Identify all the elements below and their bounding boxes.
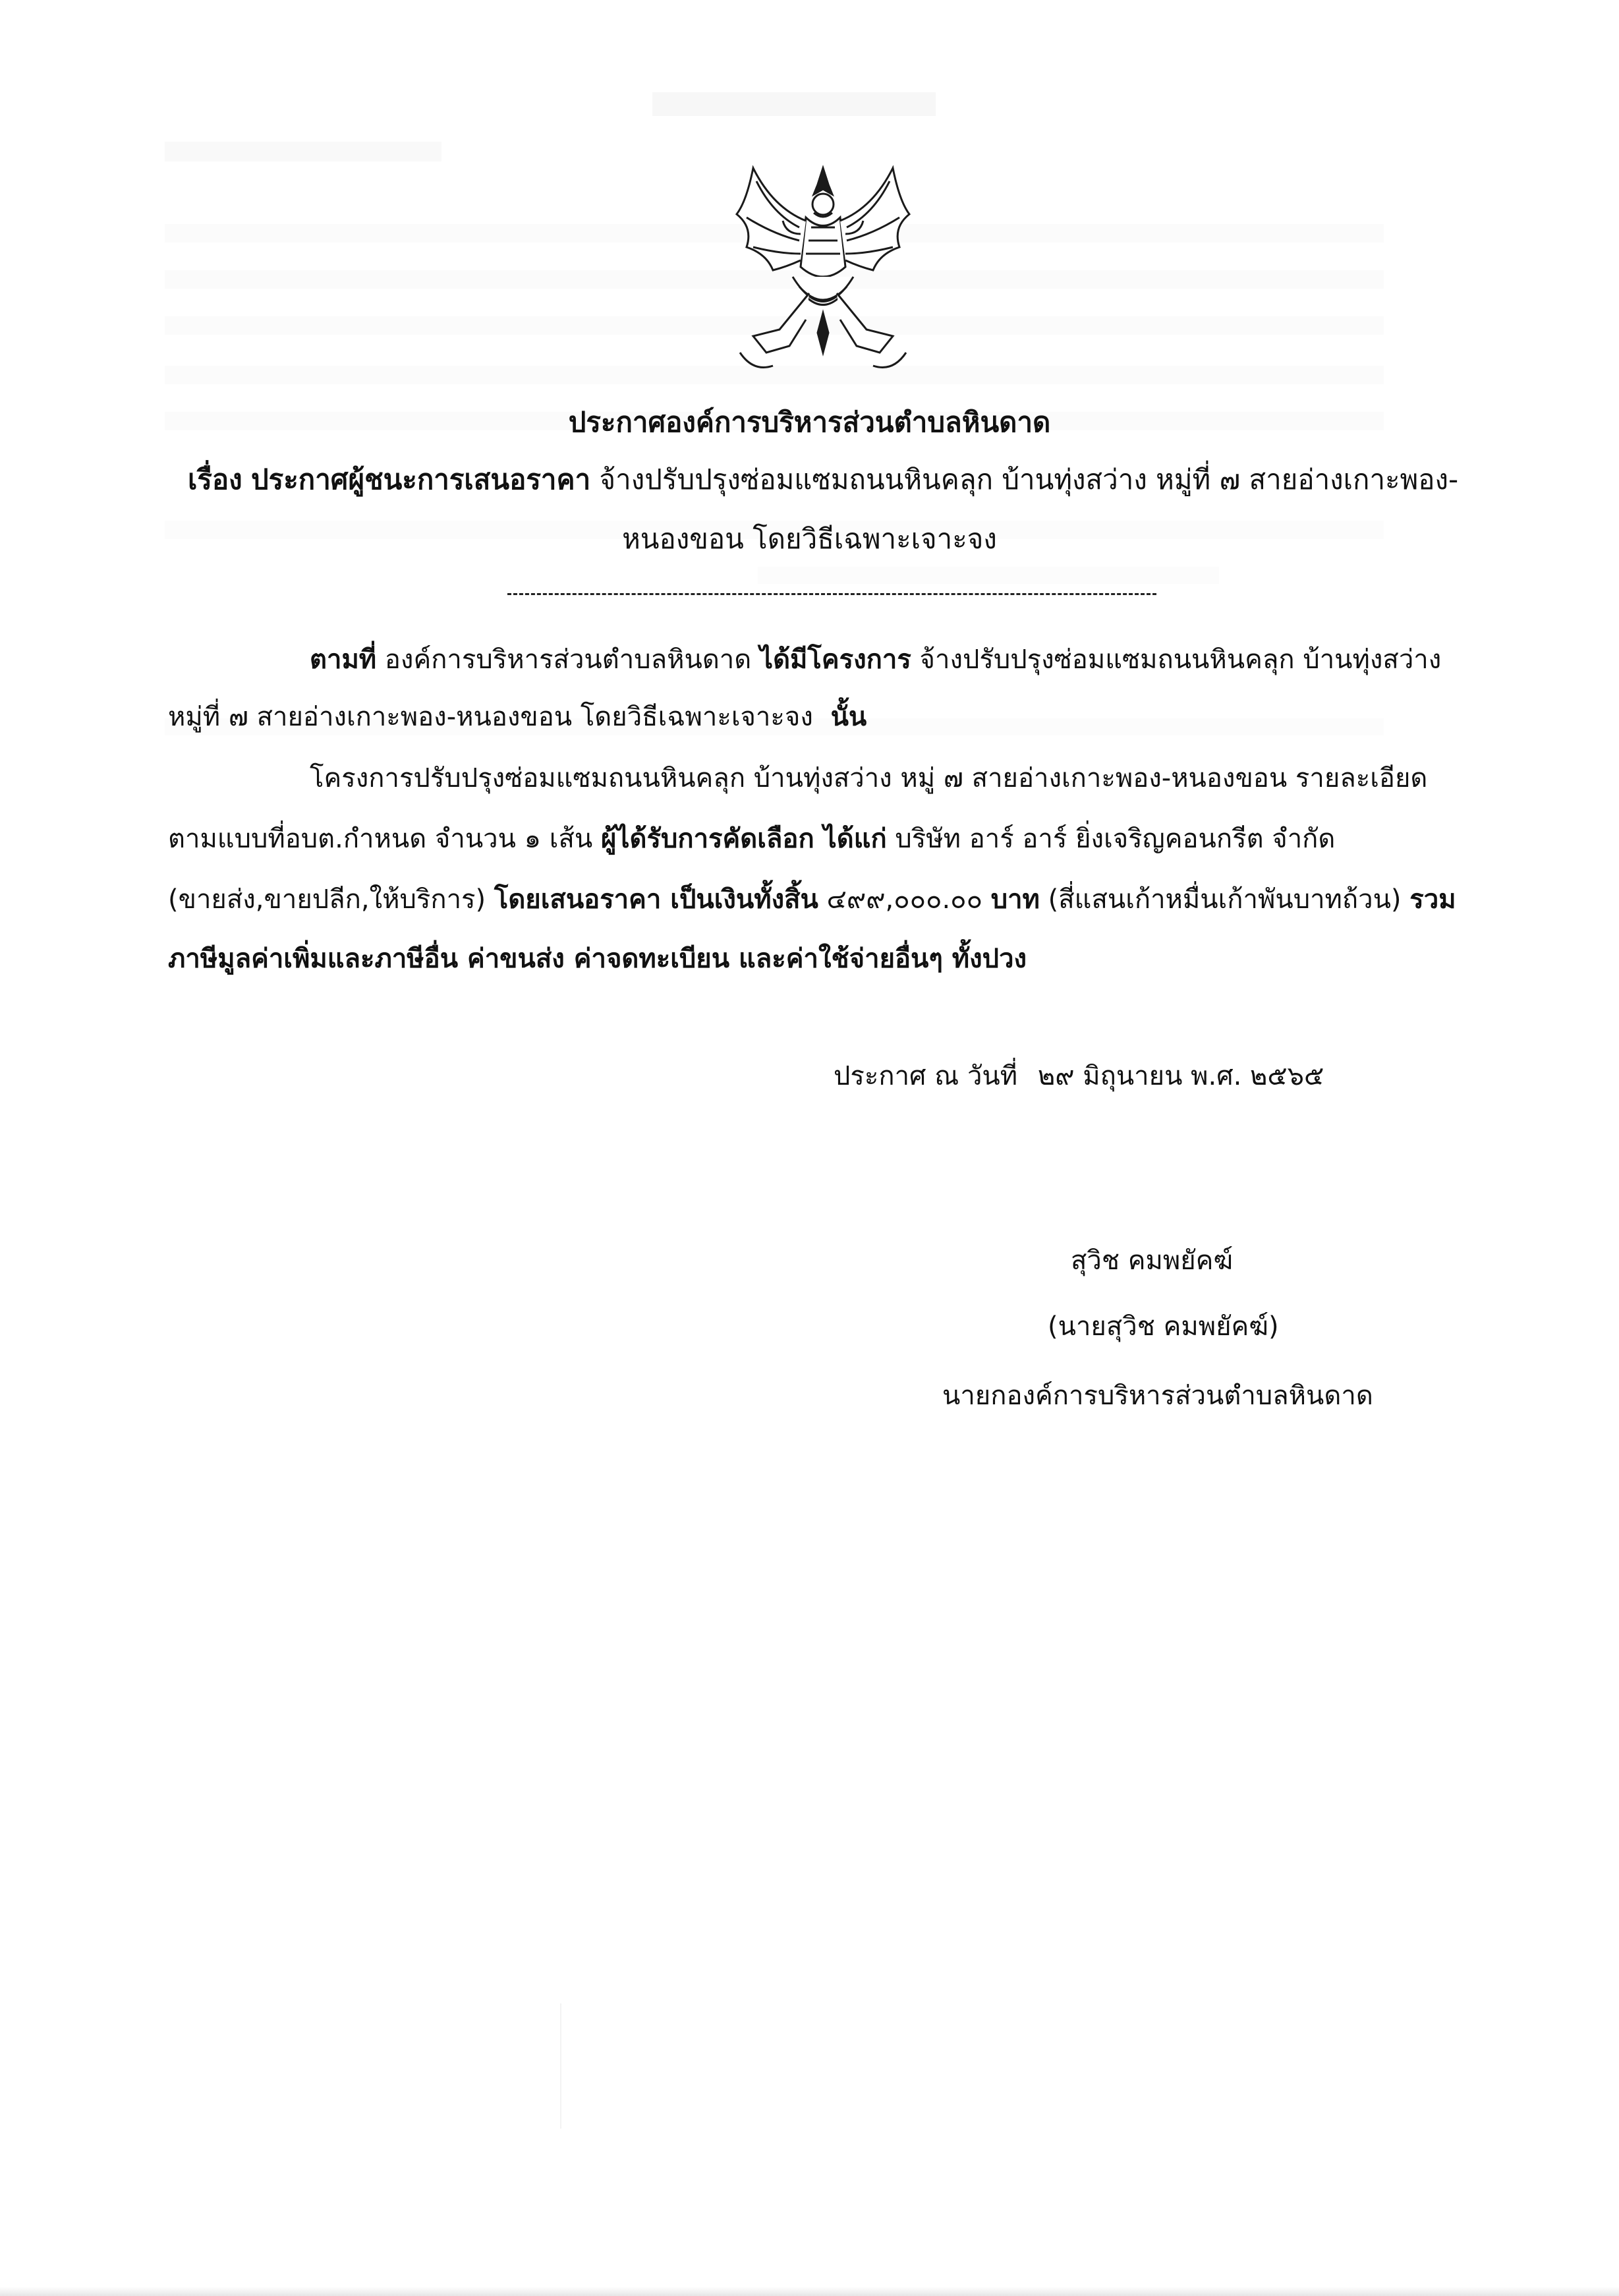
- paragraph-2-spec: ตามแบบที่อบต.กำหนด จำนวน ๑ เส้น: [168, 824, 601, 854]
- paragraph-2-currency: บาท: [990, 884, 1040, 915]
- paragraph-2-amount: ๔๙๙,๐๐๐.๐๐: [818, 884, 991, 915]
- separator-line: [507, 593, 1156, 595]
- subject-label: เรื่อง: [188, 463, 242, 496]
- subject-continued: หนองขอน โดยวิธีเฉพาะเจาะจง: [622, 523, 997, 555]
- signatory-position: นายกองค์การบริหารส่วนตำบลหินดาด: [942, 1381, 1373, 1411]
- subject-line-2: [0, 517, 1619, 561]
- paragraph-1-project-label: ได้มีโครงการ: [759, 645, 911, 675]
- subject-description: จ้างปรับปรุงซ่อมแซมถนนหินคลุก บ้านทุ่งสว่าง หมู่ที่ ๗ สายอ่างเกาะพอง-: [599, 463, 1459, 496]
- signatory-printed-name: (นายสุวิช คมพยัคฆ์): [1048, 1311, 1279, 1342]
- paragraph-2-tax-note: ภาษีมูลค่าเพิ่มและภาษีอื่น ค่าขนส่ง ค่าจดทะเบียน และค่าใช้จ่ายอื่นๆ ทั้งปวง: [168, 944, 1027, 974]
- paragraph-2-offer-label: โดยเสนอราคา เป็นเงินทั้งสิ้น: [494, 884, 818, 915]
- signature-name: สุวิช คมพยัคฆ์: [1071, 1246, 1234, 1276]
- paragraph-2-selected-label: ผู้ได้รับการคัดเลือก ได้แก่: [600, 824, 887, 854]
- subject-line-1: [188, 458, 1458, 502]
- paragraph-1-project-name: จ้างปรับปรุงซ่อมแซมถนนหินคลุก บ้านทุ่งสว่าง: [911, 645, 1442, 675]
- paragraph-2-line-1: [310, 757, 1427, 799]
- bleed-through-shadow: [560, 2003, 561, 2129]
- announcement-date-value: ๒๙ มิถุนายน พ.ศ. ๒๕๖๕: [1037, 1061, 1324, 1091]
- paragraph-1-location: หมู่ที่ ๗ สายอ่างเกาะพอง-หนองขอน โดยวิธีเฉพาะเจาะจง: [168, 702, 813, 732]
- paragraph-2-company: บริษัท อาร์ อาร์ ยิ่งเจริญคอนกรีต จำกัด: [886, 824, 1336, 854]
- paragraph-2-project: โครงการปรับปรุงซ่อมแซมถนนหินคลุก บ้านทุ่งสว่าง หมู่ ๗ สายอ่างเกาะพอง-หนองขอน รายละเอียด: [310, 763, 1428, 793]
- paragraph-2-business-type: (ขายส่ง,ขายปลีก,ให้บริการ): [168, 884, 494, 915]
- paragraph-1-lead: ตามที่: [310, 645, 377, 675]
- subject-heading: ประกาศผู้ชนะการเสนอราคา: [251, 463, 591, 496]
- bleed-through-shadow: [165, 142, 441, 161]
- paragraph-2-amount-words: (สี่แสนเก้าหมื่นเก้าพันบาทถ้วน): [1039, 884, 1410, 915]
- paragraph-1-line-1: [310, 638, 1441, 680]
- paragraph-2-line-4: [168, 937, 1027, 979]
- bleed-through-shadow: [758, 567, 1219, 584]
- paragraph-2-line-3: [168, 878, 1456, 920]
- bleed-through-shadow: [652, 92, 936, 116]
- paragraph-2-total-label: รวม: [1409, 884, 1456, 915]
- paragraph-1-ending: นั้น: [830, 702, 867, 732]
- announcement-date-label: ประกาศ ณ วันที่: [834, 1061, 1018, 1091]
- organization-title: ประกาศองค์การบริหารส่วนตำบลหินดาด: [568, 406, 1051, 438]
- announcement-date: [834, 1054, 1324, 1097]
- paragraph-2-line-2: [168, 817, 1335, 859]
- paragraph-1-line-2: [168, 695, 866, 737]
- scan-bottom-edge: [0, 2287, 1619, 2296]
- garuda-emblem-icon: [727, 155, 919, 382]
- paragraph-1-organization: องค์การบริหารส่วนตำบลหินดาด: [376, 645, 760, 675]
